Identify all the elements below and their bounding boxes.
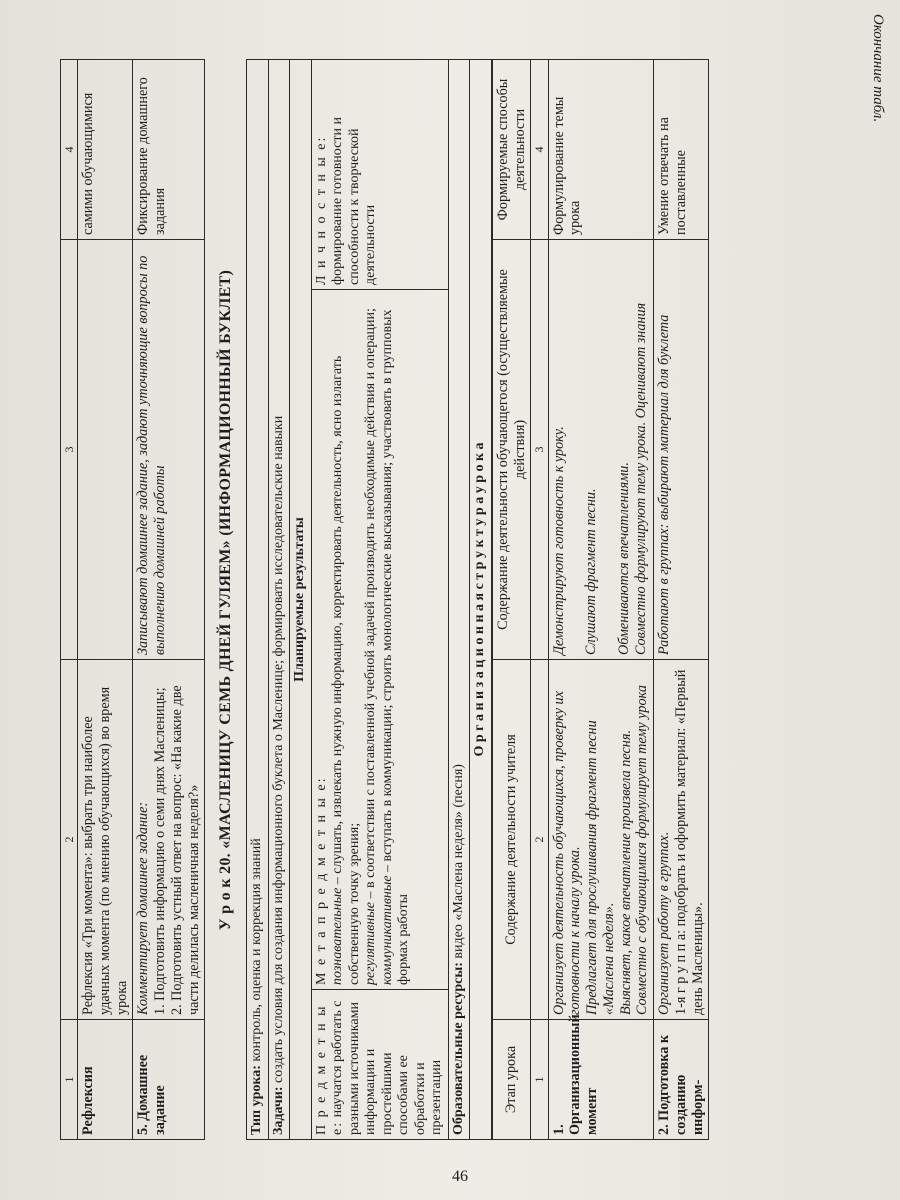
col-number: 1 <box>531 1020 548 1140</box>
teacher-line: Выясняет, какое впечатление произвела песня. <box>617 730 634 1015</box>
teacher-line: Совместно с обучающимися формулирует тему урока <box>634 685 651 1015</box>
skills-cell: Фиксирование домашнего задания <box>133 60 205 240</box>
teacher-line <box>673 664 707 1015</box>
meta-cognitive-label: познавательные <box>330 887 346 985</box>
student-cell: Записывают домашнее задание, задают уточняющие вопросы по выполнению домашней работы <box>133 240 205 660</box>
teacher-line: Предлагает для прослушивания фрагмент песни «Маслена неделя». <box>584 720 617 1015</box>
teacher-cell <box>133 660 205 1020</box>
lesson-type-value: контроль, оценка и коррекция знаний <box>249 838 265 1062</box>
teacher-cell: Рефлексия «Три момента»: выбрать три наиболее удачных момента (по мнению обучающихся) во время урока <box>78 660 133 1020</box>
column-number-row <box>531 60 548 1140</box>
lesson-title: У р о к 20. «МАСЛЕНИЦУ СЕМЬ ДНЕЙ ГУЛЯЕМ» (ИНФОРМАЦИОННЫЙ БУКЛЕТ) <box>217 269 235 931</box>
meta-communicative-label: коммуникативные <box>379 875 395 985</box>
table-row <box>654 60 709 1140</box>
col-number: 1 <box>61 1020 78 1140</box>
stage-cell: 1. Организационный момент <box>548 1020 654 1140</box>
meta-communicative-text: – вступать в коммуникации; строить монологические высказывания; участвовать в групповых формах работы <box>379 309 412 985</box>
continuation-note: Окончание табл. <box>870 14 886 123</box>
planned-results-row <box>290 59 312 1139</box>
meta-results-cell <box>311 290 448 990</box>
teacher-title: Комментирует домашнее задание: <box>135 801 152 1015</box>
header-stage: Этап урока <box>492 1020 531 1140</box>
student-line: Обмениваются впечатлениями. <box>616 462 633 655</box>
lesson-type-row <box>247 59 269 1139</box>
column-number-row <box>61 60 78 1140</box>
stage-cell: Рефлексия <box>78 1020 133 1140</box>
lesson-tasks-value: создать условия для создания информационного буклета о Масленице; формировать исследовательские навыки <box>270 415 286 1083</box>
student-line: Слушают фрагмент песни. <box>583 488 600 655</box>
subject-results-cell <box>311 990 448 1140</box>
structure-title: О р г а н и з а ц и о н н а я с т р у к т у р а у р о к а <box>470 59 492 1139</box>
resources-label: Образовательные ресурсы: <box>450 962 466 1135</box>
teacher-item: 2. Подготовить устный ответ на вопрос: «На какие две части делилась масленичная неделя?» <box>168 685 202 1015</box>
teacher-cell <box>548 660 654 1020</box>
page-number: 46 <box>452 1168 468 1185</box>
col-number: 3 <box>61 240 78 660</box>
personal-value: формирование готовности и способности к творческой деятельности <box>330 117 379 285</box>
student-line: Совместно формулируют тему урока. Оценивают знания <box>632 302 649 655</box>
lesson-plan-table <box>246 59 492 1140</box>
col-number: 4 <box>61 60 78 240</box>
header-student: Содержание деятельности обучающегося (осуществляемые действия) <box>492 240 531 660</box>
col-number: 4 <box>531 60 548 240</box>
table-row <box>133 60 205 1140</box>
rotated-content <box>60 60 840 1140</box>
structure-title-row <box>470 59 492 1139</box>
lesson-type-label: Тип урока: <box>249 1065 265 1135</box>
teacher-line: Организует работу в группах. <box>656 831 673 1015</box>
col-number: 3 <box>531 240 548 660</box>
structure-header-row <box>492 60 531 1140</box>
personal-results-cell <box>311 59 448 289</box>
meta-regulatory <box>363 294 380 985</box>
header-teacher: Содержание деятельности учителя <box>492 660 531 1020</box>
teacher-item: 1. Подготовить информацию о семи днях Масленицы; <box>152 687 169 1015</box>
group-task: подобрать и оформить материал: «Первый день Масленицы». <box>672 669 706 1015</box>
student-cell: Работают в группах: выбирают материал для буклета <box>654 240 709 660</box>
planned-results-heading: Планируемые результаты <box>290 59 312 1139</box>
meta-regulatory-text: – в соответствии с поставленной учебной задачей производить необходимые действия и операции; <box>363 308 379 899</box>
teacher-cell <box>654 660 709 1020</box>
table-row <box>548 60 654 1140</box>
stage-cell: 2. Подготовка к созданию информ- <box>654 1020 709 1140</box>
student-cell <box>78 240 133 660</box>
skills-cell: Умение отвечать на поставленные <box>654 60 709 240</box>
meta-cognitive-text: – слушать, извлекать нужную информацию, корректировать деятельность, ясно излагать собственную точку зрения; <box>330 355 362 985</box>
meta-label: М е т а п р е д м е т н ы е: <box>313 776 329 985</box>
structure-table <box>492 59 709 1140</box>
student-cell <box>548 240 654 660</box>
resources-row <box>448 59 470 1139</box>
teacher-line: Организует деятельность обучающихся, проверку их готовности к началу урока. <box>550 691 584 1015</box>
header-skills: Формируемые способы деятельности <box>492 60 531 240</box>
continuation-table <box>60 59 205 1140</box>
lesson-tasks-label: Задачи: <box>270 1086 286 1135</box>
lesson-tasks-row <box>268 59 290 1139</box>
group-label: 1-я г р у п п а: <box>672 929 689 1015</box>
stage-cell: 5. Домашнее задание <box>133 1020 205 1140</box>
table-row <box>78 60 133 1140</box>
resources-value: видео «Маслена неделя» (песня) <box>450 764 466 959</box>
col-number: 2 <box>61 660 78 1020</box>
student-line: Демонстрируют готовность к уроку. <box>550 426 567 655</box>
subject-value: научатся работать с разными источниками информации и простейшими способами ее обработки и презентации <box>330 1000 445 1135</box>
meta-regulatory-label: регулятивные <box>363 902 379 985</box>
col-number: 2 <box>531 660 548 1020</box>
subject-label: П р е д м е т н ы е: <box>313 1004 346 1135</box>
meta-cognitive <box>330 294 363 985</box>
results-row <box>311 59 448 1139</box>
skills-cell: Формулирование темы урока <box>548 60 654 240</box>
skills-cell: самими обучающимися <box>78 60 133 240</box>
personal-label: Л и ч н о с т н ы е: <box>313 135 329 285</box>
meta-communicative <box>380 294 413 985</box>
